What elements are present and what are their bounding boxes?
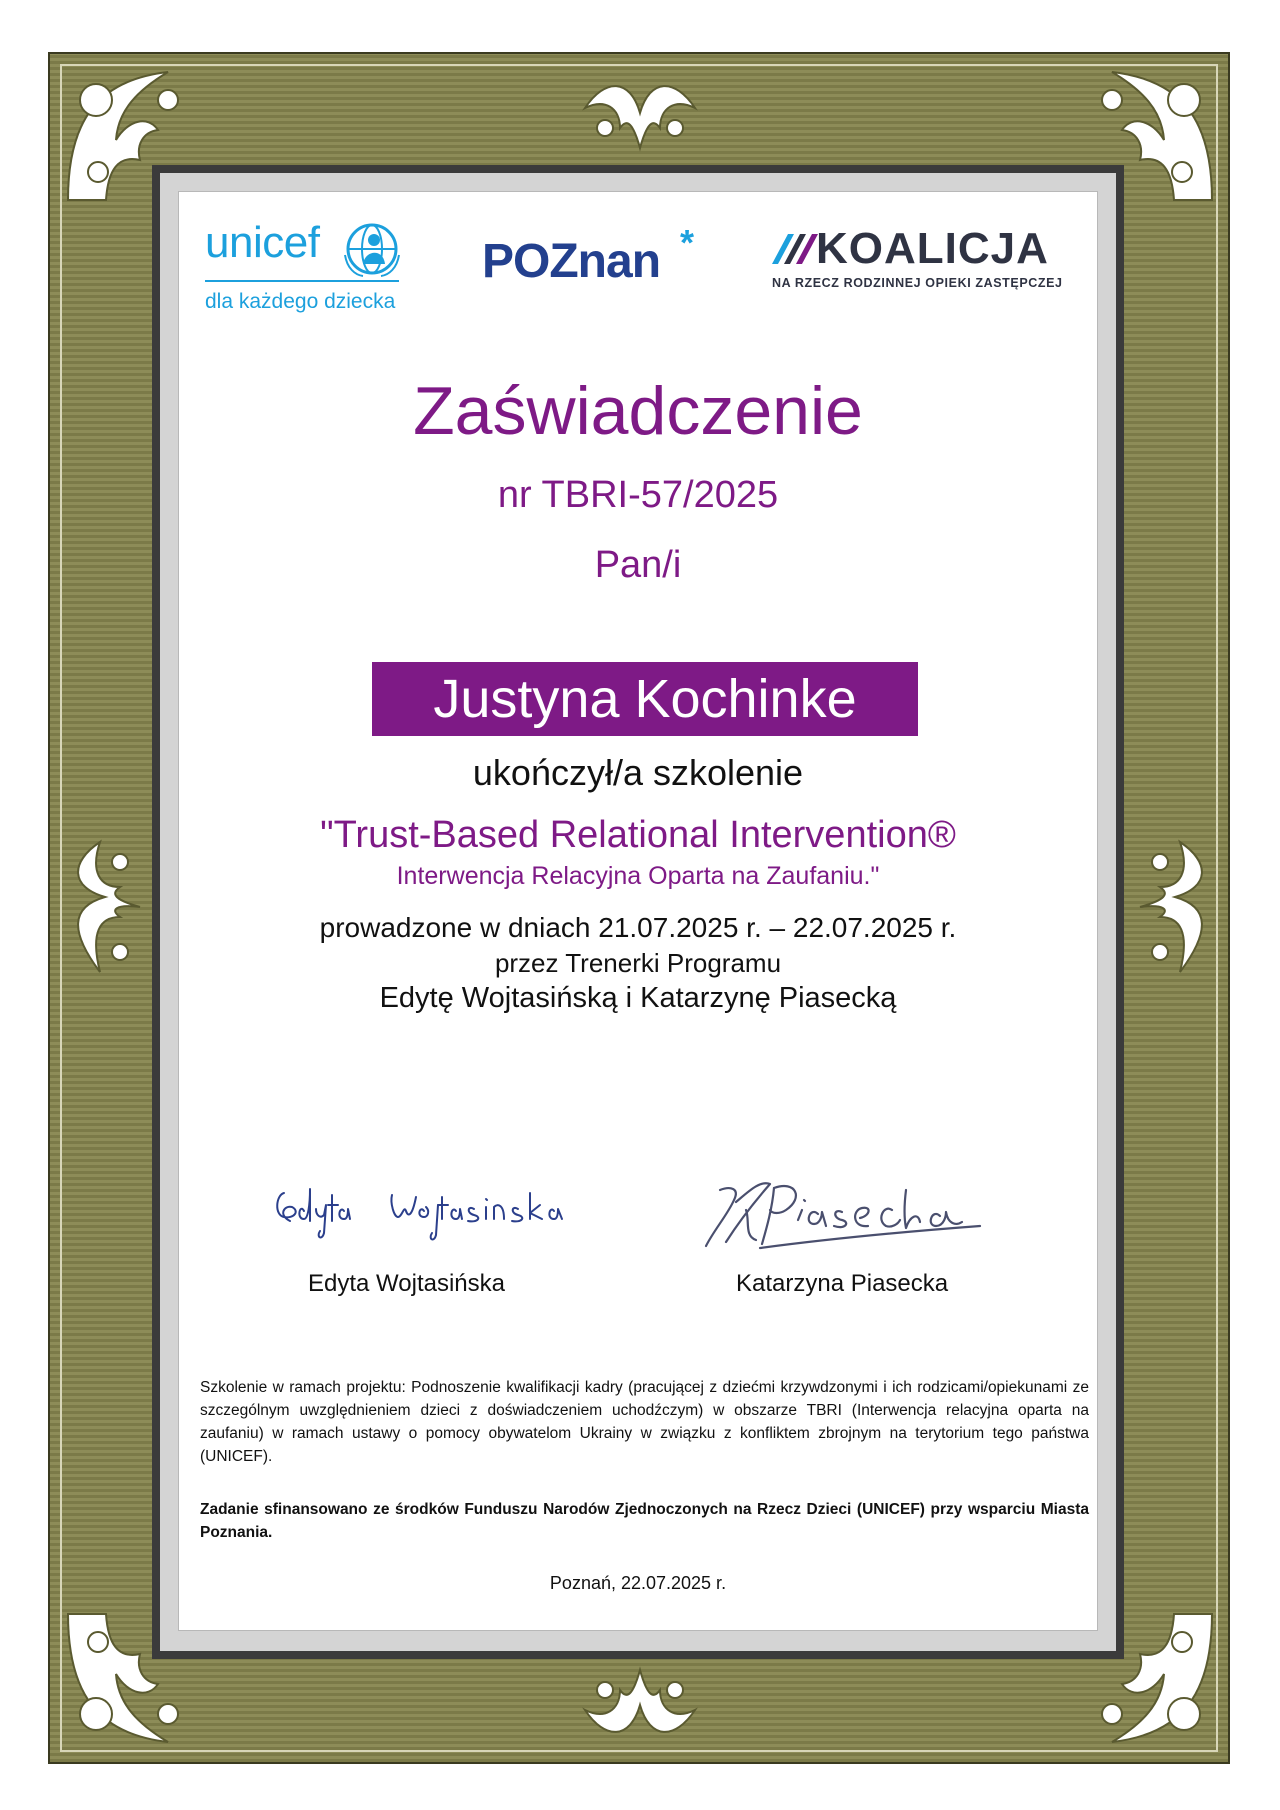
left-center-ornament bbox=[60, 832, 150, 982]
unicef-tagline: dla każdego dziecka bbox=[205, 290, 396, 313]
unicef-wordmark: unicef bbox=[205, 218, 320, 267]
poznan-logo bbox=[482, 222, 712, 292]
course-dates: prowadzone w dniach 21.07.2025 r. – 22.07.2025 r. bbox=[319, 912, 957, 943]
trainers-intro: przez Trenerki Programu bbox=[494, 948, 782, 978]
completed-text: ukończył/a szkolenie bbox=[472, 752, 804, 793]
signature-katarzyna-piasecka bbox=[700, 1170, 990, 1260]
trainers-names: Edytę Wojtasińską i Katarzynę Piasecką bbox=[379, 982, 897, 1014]
koalicja-mark-icon bbox=[770, 228, 820, 266]
signature-edyta-wojtasinska bbox=[270, 1175, 570, 1255]
koalicja-wordmark: KOALICJA bbox=[816, 224, 1049, 273]
top-center-ornament bbox=[575, 68, 705, 158]
project-description: Szkolenie w ramach projektu: Podnoszenie kwalifikacji kadry (pracującej z dziećmi krzywdzonymi i ich rodzicami/opiekunami ze szczególnym uwzględnieniem dzieci z doświadczeniem uchodźczym) w obszarze TBRI (Interwencja relacyjna oparta na zaufaniu) w ramach ustawy o pomocy obywatelom Ukrainy w związku z konfliktem zbrojnym na terytorium tego państwa (UNICEF). bbox=[200, 1379, 1089, 1465]
right-center-ornament bbox=[1130, 832, 1220, 982]
signature-name-1: Edyta Wojtasińska bbox=[308, 1270, 505, 1297]
course-subtitle: Interwencja Relacyjna Oparta na Zaufaniu." bbox=[396, 862, 880, 890]
unicef-logo bbox=[205, 218, 405, 318]
unicef-divider bbox=[205, 280, 399, 282]
poznan-wordmark: POZnan bbox=[482, 235, 661, 288]
koalicja-logo bbox=[770, 224, 1070, 294]
koalicja-tagline: NA RZECZ RODZINNEJ OPIEKI ZASTĘPCZEJ bbox=[772, 276, 1063, 290]
certificate-title: Zaświadczenie bbox=[413, 373, 863, 449]
salutation: Pan/i bbox=[594, 544, 682, 586]
signature-name-2: Katarzyna Piasecka bbox=[736, 1270, 949, 1297]
funding-statement: Zadanie sfinansowano ze środków Funduszu Narodów Zjednoczonych na Rzecz Dzieci (UNICEF) przy wsparciu Miasta Poznania. bbox=[200, 1501, 1089, 1541]
bottom-center-ornament bbox=[575, 1660, 705, 1750]
place-and-date: Poznań, 22.07.2025 r. bbox=[549, 1573, 727, 1593]
recipient-name: Justyna Kochinke bbox=[372, 662, 918, 736]
poznan-star-icon: * bbox=[680, 222, 695, 263]
certificate-number: nr TBRI-57/2025 bbox=[497, 474, 779, 516]
course-title: "Trust-Based Relational Intervention® bbox=[320, 814, 956, 856]
unicef-globe-icon bbox=[343, 220, 401, 278]
